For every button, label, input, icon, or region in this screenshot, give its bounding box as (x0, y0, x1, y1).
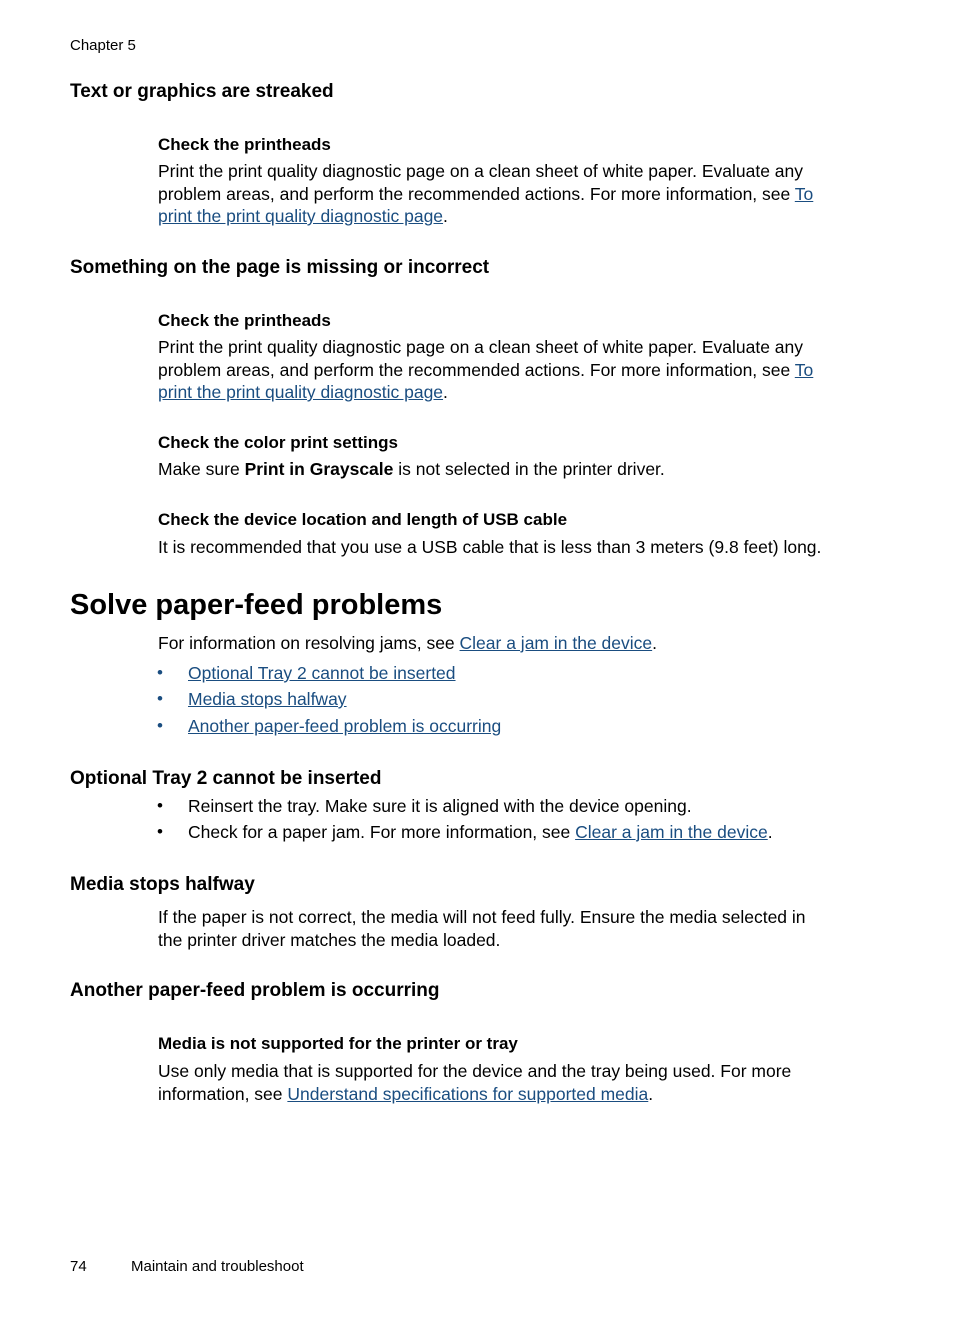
page-title-paper-feed: Solve paper-feed problems (70, 589, 443, 621)
diagnostic-page-link-2b[interactable]: print the print quality diagnostic page (158, 382, 444, 402)
paragraph-text: is not selected in the printer driver. (393, 459, 665, 479)
section-heading-optional-tray: Optional Tray 2 cannot be inserted (70, 768, 382, 789)
page-number: 74 (70, 1258, 87, 1275)
clear-jam-link-1[interactable]: Clear a jam in the device (459, 633, 653, 653)
paragraph-text: For information on resolving jams, see (158, 633, 460, 653)
subheading-check-printheads-1: Check the printheads (158, 135, 331, 154)
subheading-check-printheads-2: Check the printheads (158, 311, 331, 330)
paragraph-line: Print the print quality diagnostic page on a clean sheet of white paper. Evaluate any (158, 337, 804, 357)
paragraph-line (158, 359, 858, 382)
section-heading-missing: Something on the page is missing or incorrect (70, 257, 490, 278)
section-heading-media-stops: Media stops halfway (70, 874, 255, 895)
paragraph-line (158, 183, 858, 206)
subheading-usb-cable: Check the device location and length of USB cable (158, 510, 568, 529)
bullet-dot: • (157, 796, 163, 815)
bullet-dot: • (157, 663, 163, 682)
link-optional-tray[interactable]: Optional Tray 2 cannot be inserted (188, 663, 456, 683)
paragraph-line (158, 205, 858, 228)
paragraph-media-stops (158, 906, 858, 951)
period: . (767, 822, 773, 842)
bullet-dot: • (157, 716, 163, 735)
link-media-stops[interactable]: Media stops halfway (188, 689, 347, 709)
bullet-dot: • (157, 689, 163, 708)
section-heading-another-problem: Another paper-feed problem is occurring (70, 980, 440, 1001)
paragraph-line: Use only media that is supported for the device and the tray being used. For more (158, 1061, 792, 1081)
paragraph-line: the printer driver matches the media loaded. (158, 929, 501, 950)
period: . (648, 1083, 654, 1104)
grayscale-option-label: Print in Grayscale (244, 459, 394, 479)
paragraph-line: Print the print quality diagnostic page on a clean sheet of white paper. Evaluate any (158, 161, 804, 181)
period: . (652, 633, 658, 653)
paragraph-printheads-1 (158, 160, 858, 228)
paragraph-text: Make sure (158, 459, 245, 479)
paragraph-text: Check for a paper jam. For more information, see (188, 822, 576, 842)
paragraph-printheads-2 (158, 336, 858, 404)
paragraph-color-settings (158, 458, 858, 481)
diagnostic-page-link-1b[interactable]: print the print quality diagnostic page (158, 206, 444, 226)
period: . (443, 206, 448, 226)
link-another-problem[interactable]: Another paper-feed problem is occurring (188, 716, 502, 736)
paragraph-media-not-supported (158, 1060, 858, 1105)
paragraph-text: information, see (158, 1083, 288, 1104)
paragraph-line (158, 381, 858, 404)
paragraph-line (158, 1083, 858, 1106)
bullet-dot: • (157, 822, 163, 841)
diagnostic-page-link-1a[interactable]: To (794, 183, 814, 204)
paragraph-usb-cable: It is recommended that you use a USB cable that is less than 3 meters (9.8 feet) long. (158, 537, 822, 557)
section-heading-streaked: Text or graphics are streaked (70, 81, 334, 102)
clear-jam-link-2[interactable]: Clear a jam in the device (575, 822, 768, 842)
list-item-reinsert-tray: Reinsert the tray. Make sure it is aligned with the device opening. (188, 796, 692, 816)
subheading-media-not-supported: Media is not supported for the printer or tray (158, 1034, 518, 1053)
footer-section-title: Maintain and troubleshoot (131, 1258, 304, 1275)
list-item-check-jam (188, 822, 773, 843)
paragraph-line: If the paper is not correct, the media will not feed fully. Ensure the media selected in (158, 907, 806, 927)
chapter-label: Chapter 5 (70, 37, 136, 54)
subheading-color-settings: Check the color print settings (158, 433, 398, 452)
period: . (443, 382, 448, 402)
paragraph-jam-intro (158, 632, 858, 655)
paragraph-text: problem areas, and perform the recommended actions. For more information, see (158, 359, 795, 380)
paragraph-text: problem areas, and perform the recommended actions. For more information, see (158, 183, 795, 204)
diagnostic-page-link-2a[interactable]: To (794, 359, 814, 380)
media-specs-link[interactable]: Understand specifications for supported media (287, 1083, 649, 1104)
